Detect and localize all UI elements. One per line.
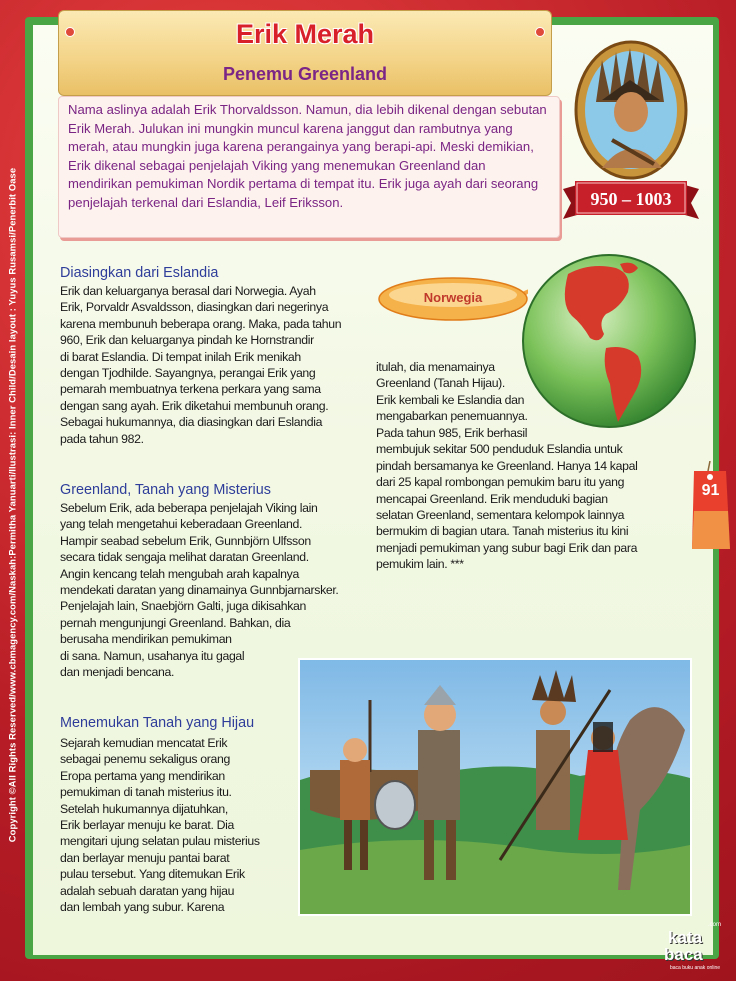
text-line: mengitari ujung selatan pulau misterius — [60, 834, 260, 849]
text-line: secara tidak sengaja melihat daratan Greenland. — [60, 550, 309, 565]
text-line: menjadi pemukiman yang subur bagi Erik dan para — [376, 540, 638, 555]
page-number: 91 — [701, 482, 720, 499]
logo-tagline: baca buku anak online — [670, 965, 721, 971]
section-heading-green-land: Menemukan Tanah yang Hijau — [60, 715, 255, 731]
logo-word-kata: kata — [668, 928, 703, 947]
text-line: Sebelum Erik, ada beberapa penjelajah Viking lain — [60, 501, 318, 515]
section-body-green-land — [60, 735, 296, 915]
map-label: Norwegia — [423, 290, 483, 305]
text-line: mengabarkan penemuannya. — [376, 409, 528, 424]
text-line: yang telah mengetahui keberadaan Greenland. — [60, 517, 303, 532]
text-line: 960, Erik dan keluarganya pindah ke Hornstrandir — [60, 333, 314, 348]
right-col-wide — [376, 425, 686, 573]
logo-com: .com — [708, 922, 722, 928]
text-line: dan lembah yang subur. Karena — [60, 900, 225, 915]
text-line: mendekati daratan yang dinamainya Gunnbjarnarsker. — [60, 583, 339, 598]
text-line: Greenland (Tanah Hijau). — [376, 376, 505, 391]
text-line: dan berlayar menuju pantai barat — [60, 850, 230, 865]
text-line: Sebagai hukumannya, dia diasingkan dari Eslandia — [60, 415, 323, 430]
text-line: dengan Tjodhilde. Sayangnya, perangai Erik yang — [60, 366, 316, 381]
text-line: pulau tersebut. Yang ditemukan Erik — [60, 867, 245, 882]
text-line: Erik kembali ke Eslandia dan — [376, 392, 525, 407]
text-line: dan menjadi bencana. — [60, 665, 175, 680]
years-label: 950 – 1003 — [590, 189, 672, 209]
vikings-illustration — [298, 658, 692, 916]
text-line: Erik dan keluarganya berasal dari Norwegia. Ayah — [60, 284, 316, 298]
text-line: Setelah hukumannya dijatuhkan, — [60, 801, 228, 816]
text-line: Angin kencang telah mengubah arah kapalnya — [60, 566, 299, 581]
logo-word-baca: baca — [664, 945, 703, 964]
text-line: Eropa pertama yang mendirikan — [60, 768, 225, 783]
text-line: pemukiman di tanah misterius itu. — [60, 785, 232, 800]
intro-box — [58, 96, 560, 238]
text-line: Erik, Porvaldr Asvaldsson, diasingkan dari negerinya — [60, 300, 329, 315]
text-line: berusaha mendirikan pemukiman — [60, 632, 232, 647]
text-line: dari 25 kapal rombongan pemukim baru itu yang — [376, 475, 625, 490]
text-line: selatan Greenland, sementara kelompok lainnya — [376, 508, 625, 523]
text-line: pemukim lain. *** — [376, 557, 464, 572]
portrait-image — [572, 40, 690, 190]
text-line: sebagai penemu sekaligus orang — [60, 752, 230, 767]
text-line: karena membunuh beberapa orang. Maka, pada tahun — [60, 316, 342, 331]
text-line: pindah bersamanya ke Greenland. Hanya 14 kapal — [376, 458, 638, 473]
text-line: Erik berlayar menuju ke barat. Dia — [60, 818, 235, 833]
text-line: adalah sebuah daratan yang hijau — [60, 883, 235, 898]
text-line: pernah mengunjungi Greenland. Bahkan, dia — [60, 615, 291, 630]
page-subtitle: Penemu Greenland — [222, 64, 388, 84]
title-scroll — [58, 10, 552, 96]
text-line: pemarah membuatnya terkena perkara yang sama — [60, 382, 321, 397]
section-body-exiled — [60, 283, 364, 447]
page-title: Erik Merah — [235, 19, 375, 49]
section-body-mysterious — [60, 500, 364, 680]
copyright-strip — [2, 95, 22, 915]
right-col-narrow — [376, 359, 556, 425]
text-line: Penjelajah lain, Snaebjörn Galti, juga dikisahkan — [60, 599, 307, 614]
text-line: membujuk sekitar 500 penduduk Eslandia untuk — [376, 442, 623, 457]
text-line: mencapai Greenland. Erik menduduki bagian — [376, 491, 608, 506]
text-line: Pada tahun 985, Erik berhasil — [376, 426, 528, 440]
text-line: Hampir seabad sebelum Erik, Gunnbjörn Ulfsson — [60, 533, 311, 548]
page-tag — [688, 461, 733, 556]
intro-text: Nama aslinya adalah Erik Thorvaldsson. Namun, dia lebih dikenal dengan sebutan Erik Merah. Julukan ini mungkin muncul karena janggut dan rambutnya yang merah, atau mungkin juga karena perangainya yang berapi-api. Meski demikian, Erik dikenal sebagai penjelajah Viking yang menemukan Greenland dan mendirikan pemukiman Nordik pertama di tempat itu. Erik juga ayah dari seorang penjelajah terkenal dari Eslandia, Leif Eriksson. — [68, 102, 547, 210]
text-line: itulah, dia menamainya — [376, 360, 495, 374]
section-heading-mysterious: Greenland, Tanah yang Misterius — [60, 482, 271, 498]
section-heading-exiled: Diasingkan dari Eslandia — [60, 265, 219, 281]
text-line: Sejarah kemudian mencatat Erik — [60, 736, 228, 750]
copyright-text: Copyright ©All Rights Reserved/www.cbmagency.com/Naskah:Permitha Yanuarti/Ilustrasi: Inner Child/Desain layout : Yuyus Rusamsi/Penerbit Oase — [6, 167, 18, 843]
text-line: di sana. Namun, usahanya itu gagal — [60, 648, 245, 663]
text-line: pada tahun 982. — [60, 431, 144, 446]
katabaca-logo — [660, 920, 730, 972]
text-line: di barat Eslandia. Di tempat inilah Erik menikah — [60, 349, 301, 364]
text-line: dengan sang ayah. Erik diketahui membunuh orang. — [60, 398, 329, 413]
text-line: bermukim di bagian utara. Tanah misterius itu kini — [376, 524, 629, 539]
